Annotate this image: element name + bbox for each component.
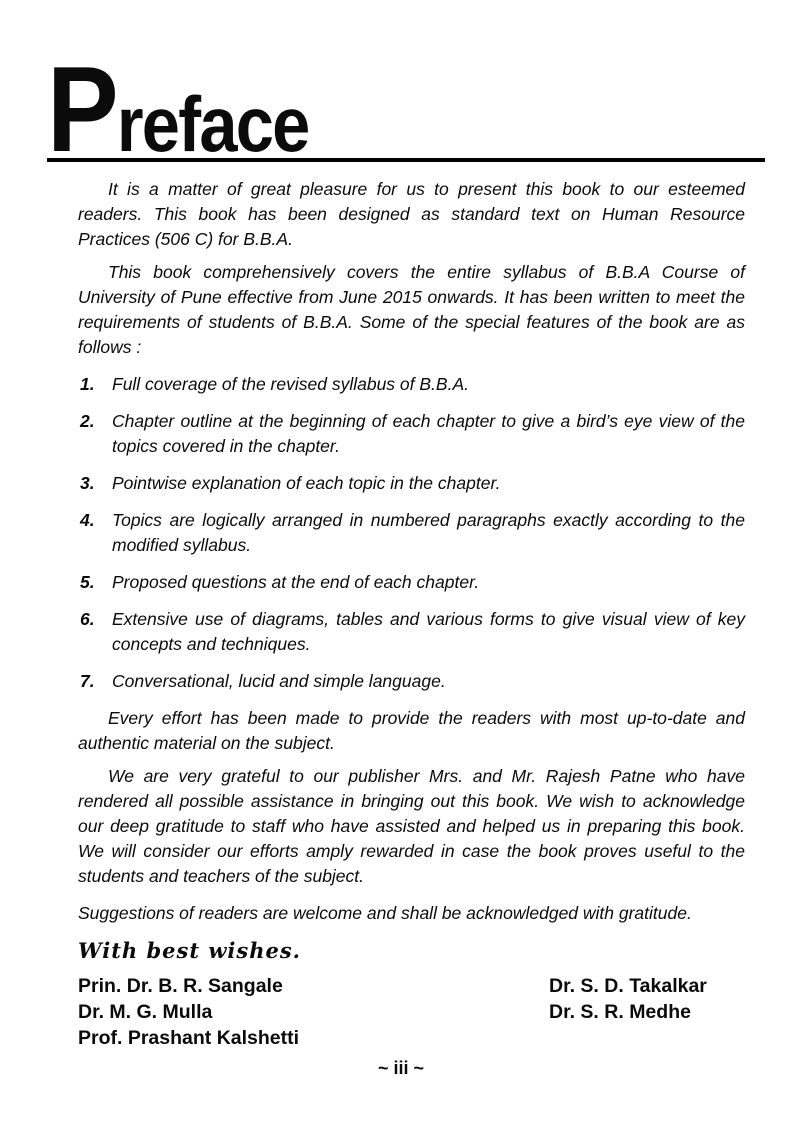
paragraph-suggestions: Suggestions of readers are welcome and shall be acknowledged with gratitude. xyxy=(78,903,692,923)
signature-name: Dr. S. D. Takalkar xyxy=(549,975,707,997)
list-item-number: 1. xyxy=(80,374,95,394)
signature-name: Dr. M. G. Mulla xyxy=(78,1001,213,1023)
page-title xyxy=(47,41,679,177)
list-item xyxy=(78,409,745,459)
list-item-text: Extensive use of diagrams, tables and various forms to give visual view of key concepts and techniques. xyxy=(112,609,745,654)
list-item-number: 2. xyxy=(80,411,95,431)
paragraph-grateful: We are very grateful to our publisher Mrs. and Mr. Rajesh Patne who have rendered all possible assistance in bringing out this book. We wish to acknowledge our deep gratitude to staff who have assisted and helped us in preparing this book. We will consider our efforts amply rewarded in case the book proves useful to the students and teachers of the subject. xyxy=(78,766,745,886)
list-item xyxy=(78,570,745,595)
list-item-text: Chapter outline at the beginning of each chapter to give a bird’s eye view of the topics covered in the chapter. xyxy=(112,411,745,456)
list-item-number: 4. xyxy=(80,510,95,530)
list-item xyxy=(78,669,745,694)
list-item-text: Proposed questions at the end of each chapter. xyxy=(112,572,480,592)
title-text: reface xyxy=(116,80,309,168)
list-item xyxy=(78,607,745,657)
paragraph-intro-1: It is a matter of great pleasure for us to present this book to our esteemed readers. This book has been designed as standard text on Human Resource Practices (506 C) for B.B.A. xyxy=(78,179,745,249)
signature-block xyxy=(78,973,745,1051)
signature-column-left xyxy=(78,973,299,1051)
signature-column-right xyxy=(549,973,745,1051)
signature-name: Prin. Dr. B. R. Sangale xyxy=(78,975,283,997)
feature-list xyxy=(78,372,745,694)
paragraph-every-effort: Every effort has been made to provide the readers with most up-to-date and authentic material on the subject. xyxy=(78,708,745,753)
list-item xyxy=(78,372,745,397)
title-block xyxy=(47,41,765,177)
list-item-number: 7. xyxy=(80,671,95,691)
list-item-number: 3. xyxy=(80,473,95,493)
signature-name: Dr. S. R. Medhe xyxy=(549,1001,691,1023)
title-drop-cap: P xyxy=(47,41,116,177)
list-item-text: Full coverage of the revised syllabus of B.B.A. xyxy=(112,374,469,394)
list-item-number: 6. xyxy=(80,609,95,629)
body-text xyxy=(78,177,745,926)
list-item-text: Pointwise explanation of each topic in the chapter. xyxy=(112,473,501,493)
list-item-text: Conversational, lucid and simple language. xyxy=(112,671,446,691)
list-item-number: 5. xyxy=(80,572,95,592)
page-content xyxy=(47,41,745,1051)
paragraph-intro-2: This book comprehensively covers the entire syllabus of B.B.A Course of University of Pune effective from June 2015 onwards. It has been written to meet the requirements of students of B.B.A. Some of the special features of the book are as follows : xyxy=(78,262,745,357)
list-item-text: Topics are logically arranged in numbered paragraphs exactly according to the modified syllabus. xyxy=(112,510,745,555)
list-item xyxy=(78,471,745,496)
signature-name: Prof. Prashant Kalshetti xyxy=(78,1027,300,1049)
list-item xyxy=(78,508,745,558)
closing-wishes: With best wishes. xyxy=(78,938,301,963)
page-number: ~ iii ~ xyxy=(377,1058,425,1078)
